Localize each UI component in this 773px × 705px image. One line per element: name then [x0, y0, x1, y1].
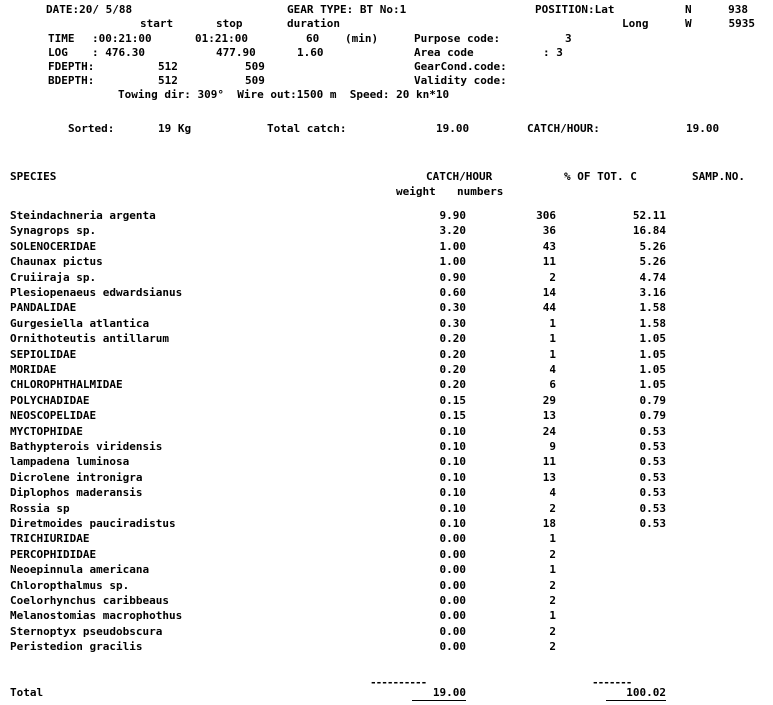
- row-species: Cruiiraja sp.: [10, 271, 97, 284]
- row-species: Diplophos maderansis: [10, 486, 143, 499]
- row-species: SEPIOLIDAE: [10, 348, 77, 361]
- fdepth-start: 512: [158, 60, 178, 73]
- long-value: 5935: [728, 17, 755, 30]
- row-numbers: 1: [549, 609, 556, 622]
- row-numbers: 4: [549, 486, 556, 499]
- row-weight: 1.00: [439, 255, 466, 268]
- row-pct: 0.53: [639, 471, 666, 484]
- gear-type: GEAR TYPE: BT No:1: [287, 3, 407, 16]
- log-start: : 476.30: [92, 46, 145, 59]
- row-numbers: 2: [549, 548, 556, 561]
- row-pct: 0.79: [639, 394, 666, 407]
- row-pct: 3.16: [639, 286, 666, 299]
- time-unit: (min): [345, 32, 379, 45]
- catch-hour-label: CATCH/HOUR:: [527, 122, 600, 135]
- log-duration: 1.60: [297, 46, 324, 59]
- row-weight: 0.20: [439, 378, 466, 391]
- area-code-label: Area code: [414, 46, 474, 59]
- row-numbers: 2: [549, 502, 556, 515]
- row-weight: 0.00: [439, 625, 466, 638]
- total-pct: 100.02: [626, 686, 666, 699]
- row-numbers: 306: [536, 209, 556, 222]
- row-weight: 0.90: [439, 271, 466, 284]
- row-numbers: 24: [542, 425, 556, 438]
- row-numbers: 11: [542, 255, 556, 268]
- row-numbers: 36: [542, 224, 556, 237]
- row-weight: 0.30: [439, 317, 466, 330]
- row-numbers: 13: [542, 409, 556, 422]
- row-weight: 0.10: [439, 471, 466, 484]
- row-species: lampadena luminosa: [10, 455, 130, 468]
- row-pct: 1.05: [639, 363, 666, 376]
- row-weight: 0.20: [439, 332, 466, 345]
- bdepth-stop: 509: [245, 74, 265, 87]
- col-stop-header: stop: [216, 17, 243, 30]
- row-numbers: 29: [542, 394, 556, 407]
- total-pct-underline: [606, 700, 666, 701]
- time-stop: 01:21:00: [195, 32, 248, 45]
- sorted-value: 19 Kg: [158, 122, 192, 135]
- row-weight: 0.00: [439, 640, 466, 653]
- row-weight: 0.10: [439, 455, 466, 468]
- total-weight: 19.00: [432, 686, 466, 699]
- row-pct: 0.53: [639, 502, 666, 515]
- row-pct: 16.84: [632, 224, 666, 237]
- row-species: Dicrolene intronigra: [10, 471, 143, 484]
- row-species: Ornithoteutis antillarum: [10, 332, 169, 345]
- row-numbers: 14: [542, 286, 556, 299]
- row-numbers: 1: [549, 332, 556, 345]
- long-label: Long: [622, 17, 649, 30]
- row-species: Plesiopenaeus edwardsianus: [10, 286, 183, 299]
- row-pct: 0.53: [639, 455, 666, 468]
- row-species: CHLOROPHTHALMIDAE: [10, 378, 123, 391]
- lat-direction: N: [685, 3, 692, 16]
- row-weight: 0.20: [439, 348, 466, 361]
- lat-value: 938: [728, 3, 748, 16]
- row-species: POLYCHADIDAE: [10, 394, 90, 407]
- weight-header: weight: [396, 185, 436, 198]
- time-start: :00:21:00: [92, 32, 152, 45]
- row-pct: 0.53: [639, 517, 666, 530]
- bdepth-start: 512: [158, 74, 178, 87]
- total-pct-dashes: -------: [592, 676, 632, 689]
- row-species: Chloropthalmus sp.: [10, 579, 130, 592]
- row-species: Peristedion gracilis: [10, 640, 143, 653]
- row-weight: 0.10: [439, 502, 466, 515]
- row-species: Melanostomias macrophothus: [10, 609, 183, 622]
- row-species: Sternoptyx pseudobscura: [10, 625, 163, 638]
- fdepth-label: FDEPTH:: [48, 60, 95, 73]
- row-weight: 9.90: [439, 209, 466, 222]
- row-species: Coelorhynchus caribbeaus: [10, 594, 169, 607]
- row-numbers: 43: [542, 240, 556, 253]
- row-pct: 1.05: [639, 348, 666, 361]
- fdepth-stop: 509: [245, 60, 265, 73]
- time-duration: 60: [306, 32, 320, 45]
- col-duration-header: duration: [287, 17, 340, 30]
- row-numbers: 2: [549, 625, 556, 638]
- row-weight: 0.00: [439, 563, 466, 576]
- row-weight: 0.00: [439, 548, 466, 561]
- row-numbers: 44: [542, 301, 556, 314]
- row-numbers: 1: [549, 348, 556, 361]
- samp-header: SAMP.NO.: [692, 170, 745, 183]
- catch-hour-header: CATCH/HOUR: [426, 170, 493, 183]
- row-weight: 0.00: [439, 532, 466, 545]
- total-weight-underline: [412, 700, 466, 701]
- row-pct: 1.05: [639, 332, 666, 345]
- date-label: DATE:20/ 5/88: [46, 3, 133, 16]
- row-weight: 0.15: [439, 394, 466, 407]
- row-weight: 0.00: [439, 579, 466, 592]
- row-numbers: 1: [549, 563, 556, 576]
- row-weight: 0.10: [439, 517, 466, 530]
- row-pct: 0.53: [639, 440, 666, 453]
- row-weight: 0.10: [439, 440, 466, 453]
- row-numbers: 13: [542, 471, 556, 484]
- area-code-value: : 3: [543, 46, 563, 59]
- row-pct: 0.53: [639, 425, 666, 438]
- numbers-header: numbers: [457, 185, 504, 198]
- row-pct: 5.26: [639, 255, 666, 268]
- row-numbers: 18: [542, 517, 556, 530]
- bdepth-label: BDEPTH:: [48, 74, 95, 87]
- row-species: Bathypterois viridensis: [10, 440, 163, 453]
- log-label: LOG: [48, 46, 68, 59]
- row-weight: 0.00: [439, 609, 466, 622]
- row-numbers: 2: [549, 640, 556, 653]
- row-weight: 1.00: [439, 240, 466, 253]
- pct-header: % OF TOT. C: [564, 170, 637, 183]
- row-species: TRICHIURIDAE: [10, 532, 90, 545]
- row-species: Neoepinnula americana: [10, 563, 150, 576]
- position-label: POSITION:Lat: [535, 3, 615, 16]
- row-species: Diretmoides pauciradistus: [10, 517, 176, 530]
- row-weight: 0.00: [439, 594, 466, 607]
- row-numbers: 1: [549, 532, 556, 545]
- row-species: Chaunax pictus: [10, 255, 103, 268]
- validity-code-label: Validity code:: [414, 74, 507, 87]
- row-pct: 4.74: [639, 271, 666, 284]
- row-species: MORIDAE: [10, 363, 57, 376]
- row-weight: 0.60: [439, 286, 466, 299]
- row-weight: 0.10: [439, 425, 466, 438]
- row-pct: 1.58: [639, 301, 666, 314]
- row-numbers: 11: [542, 455, 556, 468]
- time-label: TIME: [48, 32, 75, 45]
- catch-hour-value: 19.00: [686, 122, 720, 135]
- row-weight: 0.10: [439, 486, 466, 499]
- row-numbers: 2: [549, 594, 556, 607]
- row-weight: 3.20: [439, 224, 466, 237]
- row-weight: 0.30: [439, 301, 466, 314]
- towing-line: Towing dir: 309° Wire out:1500 m Speed: 20 kn*10: [118, 88, 450, 101]
- purpose-code-label: Purpose code:: [414, 32, 501, 45]
- row-species: PANDALIDAE: [10, 301, 77, 314]
- row-species: MYCTOPHIDAE: [10, 425, 83, 438]
- sorted-label: Sorted:: [68, 122, 115, 135]
- species-header: SPECIES: [10, 170, 57, 183]
- row-pct: 1.58: [639, 317, 666, 330]
- row-weight: 0.20: [439, 363, 466, 376]
- row-species: Synagrops sp.: [10, 224, 97, 237]
- log-stop: 477.90: [216, 46, 256, 59]
- row-weight: 0.15: [439, 409, 466, 422]
- total-catch-label: Total catch:: [267, 122, 347, 135]
- total-weight-dashes: ----------: [370, 676, 427, 689]
- row-pct: 52.11: [632, 209, 666, 222]
- purpose-code-value: 3: [565, 32, 572, 45]
- total-catch-value: 19.00: [436, 122, 470, 135]
- row-pct: 0.79: [639, 409, 666, 422]
- row-species: Gurgesiella atlantica: [10, 317, 150, 330]
- row-numbers: 4: [549, 363, 556, 376]
- row-species: PERCOPHIDIDAE: [10, 548, 97, 561]
- col-start-header: start: [140, 17, 174, 30]
- row-pct: 0.53: [639, 486, 666, 499]
- row-species: Rossia sp: [10, 502, 70, 515]
- gearcond-code-label: GearCond.code:: [414, 60, 507, 73]
- row-numbers: 9: [549, 440, 556, 453]
- row-numbers: 1: [549, 317, 556, 330]
- row-numbers: 2: [549, 579, 556, 592]
- row-species: NEOSCOPELIDAE: [10, 409, 97, 422]
- row-numbers: 2: [549, 271, 556, 284]
- row-numbers: 6: [549, 378, 556, 391]
- total-label: Total: [10, 686, 44, 699]
- row-pct: 5.26: [639, 240, 666, 253]
- long-direction: W: [685, 17, 692, 30]
- row-pct: 1.05: [639, 378, 666, 391]
- row-species: SOLENOCERIDAE: [10, 240, 97, 253]
- row-species: Steindachneria argenta: [10, 209, 156, 222]
